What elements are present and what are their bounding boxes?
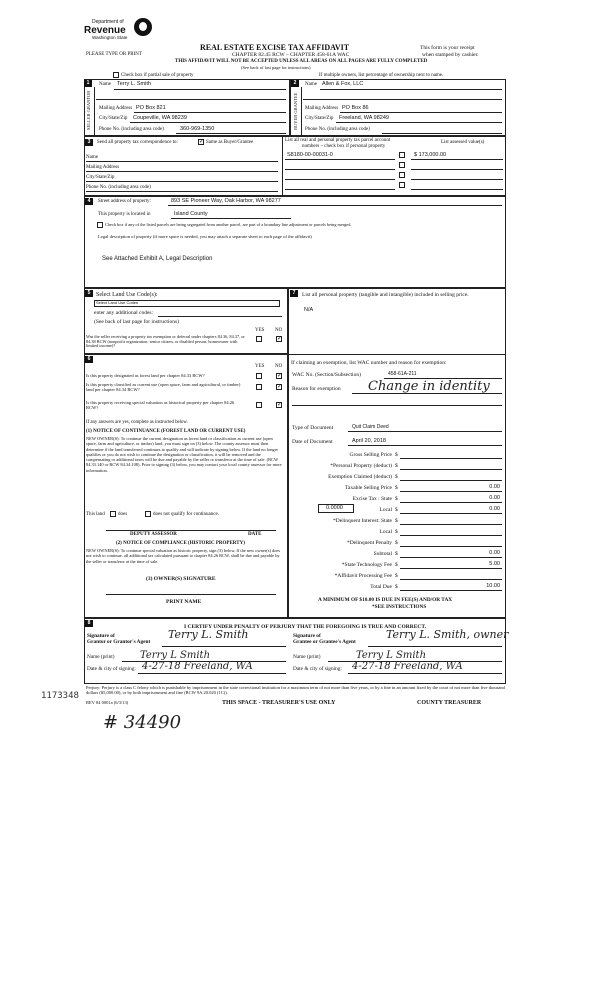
partial-sale-label: Check box if partial sale of property	[121, 73, 194, 78]
seller-side-divider	[94, 87, 95, 136]
please-type: PLEASE TYPE OR PRINT	[86, 52, 142, 57]
affidavit-fee-dollar: $	[395, 573, 398, 579]
parcel2-personal-checkbox[interactable]	[399, 162, 405, 168]
legal-label: Legal description of property (if more space is needed, you may attach a separate sheet to each page of the affidavit)	[98, 234, 312, 239]
s6-q2-yes[interactable]	[256, 384, 262, 390]
s3-name-line	[86, 161, 278, 162]
agency-line2: Revenue	[84, 25, 126, 36]
print-name-label: PRINT NAME	[166, 599, 202, 605]
buyer-phone-line	[382, 133, 502, 134]
taxable-label: Taxable Selling Price	[345, 485, 392, 491]
this-land-label: This land	[86, 512, 105, 517]
section-5-number: 5	[85, 290, 93, 297]
segregated-checkbox[interactable]	[97, 222, 103, 228]
tech-fee-line	[400, 568, 502, 569]
seller-city[interactable]: Coupeville, WA 98239	[133, 115, 187, 121]
seller-name-line2	[96, 99, 286, 100]
s3-city-line	[86, 181, 278, 182]
state-tax-label: Excise Tax : State	[352, 496, 392, 502]
buyer-name-label: Name	[305, 82, 317, 87]
seller-city-line	[130, 122, 286, 123]
doc-date-line	[348, 445, 502, 446]
minimum-fee-note: A MINIMUM OF $10.00 IS DUE IN FEE(S) AND/OR TAX	[318, 597, 453, 603]
buyer-city-label: City/State/Zip	[305, 116, 334, 121]
s3-mail-label: Mailing Address	[86, 165, 120, 170]
section-3-number: 3	[85, 139, 93, 146]
personal-deduct-dollar: $	[395, 463, 398, 469]
taxable-value[interactable]: 0.00	[489, 484, 500, 490]
receipt-line1: This form is your receipt	[420, 45, 475, 51]
wac-number[interactable]: 458-61A-211	[388, 371, 417, 377]
parcel-line2	[285, 169, 395, 170]
tech-fee-dollar: $	[395, 562, 398, 568]
s6-question1: Is this property designated as forest land per chapter 84.33 RCW?	[86, 373, 205, 378]
revenue-logo-swoosh	[139, 22, 147, 31]
additional-codes-label: enter any additional codes:	[94, 310, 154, 316]
land-does-checkbox[interactable]	[110, 511, 116, 517]
s6-q2-no[interactable]: ✓	[277, 384, 283, 390]
s5-see-back: (See back of last page for instructions)	[94, 319, 179, 325]
seller-name[interactable]: Terry L. Smith	[117, 81, 151, 87]
seller-name-line	[114, 89, 286, 90]
notice1-title: (1) NOTICE OF CONTINUANCE (FOREST LAND OR CURRENT USE)	[86, 429, 246, 434]
local-tax-line	[400, 513, 502, 514]
buyer-name-line2	[303, 99, 502, 100]
grantor-sig-label1: Signature of	[87, 633, 115, 639]
gross-dollar: $	[395, 452, 398, 458]
parcel-line3	[285, 179, 395, 180]
rev-number: REV 84 0001a (6/3/13)	[86, 700, 129, 705]
buyer-mail-label: Mailing Address	[305, 106, 339, 111]
doc-type[interactable]: Quit Claim Deed	[352, 424, 389, 430]
subtotal-dollar: $	[395, 551, 398, 557]
seller-city-label: City/State/Zip	[99, 116, 128, 121]
partial-sale-checkbox[interactable]	[113, 72, 119, 78]
form-warning: THIS AFFIDAVIT WILL NOT BE ACCEPTED UNLESS ALL AREAS ON ALL PAGES ARE FULLY COMPLETED	[175, 59, 428, 64]
s6-if-yes: If any answers are yes, complete as instructed below.	[86, 420, 188, 425]
total-due-dollar: $	[395, 584, 398, 590]
s6-q3-yes[interactable]	[256, 402, 262, 408]
s6-yes: YES	[255, 364, 265, 369]
street-label: Street address of property:	[98, 199, 151, 204]
s3-mail-line	[86, 171, 278, 172]
section-4-number: 4	[85, 198, 93, 205]
local-tax-label: Local	[379, 507, 392, 513]
doc-date-label: Date of Document	[292, 439, 333, 445]
agency-line3: Washington State	[92, 35, 128, 40]
interest-state-line	[400, 524, 502, 525]
personal-deduct-line	[400, 469, 502, 470]
located-label: This property is located in	[98, 212, 151, 217]
exemption-claimed-line	[400, 480, 502, 481]
grantee-date-city[interactable]: 4-27-18 Freeland, WA	[352, 661, 463, 672]
assessed-label: List assessed value(s)	[441, 140, 485, 145]
section-6-number: 6	[85, 356, 93, 363]
handwritten-number: # 34490	[103, 712, 182, 733]
buyer-name[interactable]: Allen & Fox, LLC	[322, 81, 364, 87]
section-1-number: 1	[84, 80, 92, 87]
county-treasurer: COUNTY TREASURER	[417, 700, 482, 706]
s6-no: NO	[275, 364, 283, 369]
s5-question1: Was the seller receiving a property tax exemption or deferral under chapters 84.36, 84.37, or 84.38 RCW (nonprofit organization, senior citizen, or disabled person, homeowner with limited income)?	[86, 334, 245, 349]
treasurer-space: THIS SPACE - TREASURER'S USE ONLY	[222, 700, 336, 706]
perjury-note: Perjury: Perjury is a class C felony which is punishable by imprisonment in the state correctional institution for a maximum term of not more than five years, or by a fine in an amount fixed by the court of not more than five thousand dollars ($5,000.00), or by both imprisonment and fine (RCW 9A.20.020 (1C)).	[86, 685, 505, 696]
buyer-side-divider	[301, 87, 302, 136]
s3-phone-label: Phone No. (including area code)	[86, 185, 151, 190]
grantor-date-label: Date & city of signing:	[87, 666, 136, 672]
personal-property-label: List all personal property (tangible and intangible) included in selling price.	[302, 292, 469, 298]
state-tax-value[interactable]: 0.00	[489, 495, 500, 501]
section7-divider	[288, 354, 506, 355]
buyer-phone-label: Phone No. (including area code)	[305, 127, 370, 132]
land-does-not-checkbox[interactable]	[145, 511, 151, 517]
state-tax-dollar: $	[395, 496, 398, 502]
interest-local-line	[400, 535, 502, 536]
reason-line	[352, 393, 502, 394]
see-instructions: *SEE INSTRUCTIONS	[372, 604, 427, 610]
grantor-date-city[interactable]: 4-27-18 Freeland, WA	[142, 661, 253, 672]
parcel1-personal-checkbox[interactable]	[399, 152, 405, 158]
interest-state-label: *Delinquent Interest: State	[333, 518, 392, 524]
s3-phone-line	[86, 191, 278, 192]
grantee-sig-line	[368, 646, 502, 647]
land-use-select-text: Select Land Use Codes	[96, 300, 139, 305]
doc-date[interactable]: April 20, 2018	[352, 438, 386, 444]
total-due-line	[400, 590, 502, 591]
exemption-reason[interactable]: Change in identity	[368, 379, 490, 394]
grantor-date-line	[138, 673, 286, 674]
same-as-buyer-label: Same as Buyer/Grantee	[206, 140, 254, 145]
personal-deduct-label: *Personal Property (deduct)	[330, 463, 392, 469]
land-use-label: Select Land Use Code(s):	[96, 292, 158, 298]
penalty-dollar: $	[395, 540, 398, 546]
grantor-sig-line	[162, 646, 286, 647]
section-7-number: 7	[290, 290, 298, 297]
gross-label: Gross Selling Price	[349, 452, 392, 458]
parcel-number[interactable]: S8180-00-00031-0	[287, 152, 333, 158]
seller-phone[interactable]: 360-969-1350	[180, 126, 215, 132]
receipt-line2: when stamped by cashier.	[422, 52, 479, 58]
s5-q1-no[interactable]: ✓	[277, 336, 283, 342]
multiple-owners-note: If multiple owners, list percentage of ownership next to name.	[319, 73, 444, 78]
owner-sig-label: (3) OWNER(S) SIGNATURE	[146, 576, 216, 582]
section-8-number: 8	[85, 620, 93, 627]
reason-label: Reason for exemption	[292, 386, 341, 392]
county-line	[171, 218, 291, 219]
total-due-label: Total Due	[370, 584, 392, 590]
exemption-claimed-dollar: $	[395, 474, 398, 480]
parcel4-personal-checkbox[interactable]	[399, 182, 405, 188]
buyer-city[interactable]: Freeland, WA 98249	[339, 115, 389, 121]
grantee-sig-label2: Grantee or Grantee's Agent	[293, 639, 356, 645]
revenue-logo	[84, 18, 156, 42]
exemption-claimed-label: Exemption Claimed (deduct)	[328, 474, 392, 480]
seller-mail-label: Mailing Address	[99, 106, 133, 111]
s6-q3-no[interactable]: ✓	[277, 402, 283, 408]
legal-description[interactable]: See Attached Exhibit A, Legal Description	[102, 256, 213, 262]
buyer-mail-line	[340, 112, 502, 113]
personal-property-value[interactable]: N/A	[304, 307, 314, 313]
land-does-label: does	[118, 512, 128, 517]
notice2-text: NEW OWNER(S): To continue special valuation as historic property, sign (3) below. If the new owner(s) does not wish to continue, all additional tax calculated pursuant to chapter 84.26 RCW, shall be due and payable by the seller or transferor at the time of sale.	[86, 548, 281, 564]
deputy-date-label: DATE	[248, 532, 262, 537]
assessed-line1	[411, 159, 503, 160]
segregated-label: Check box if any of the listed parcels are being segregated from another parcel, are part of a boundary line adjustment or parcels being merged.	[105, 222, 352, 227]
parcel3-personal-checkbox[interactable]	[399, 172, 405, 178]
send-correspondence-label: Send all property tax correspondence to:	[97, 140, 178, 145]
parcel-list-label2: numbers – check box if personal property	[302, 144, 386, 149]
additional-codes-line	[158, 316, 282, 317]
doc-type-line	[348, 431, 502, 432]
certify-statement: I CERTIFY UNDER PENALTY OF PERJURY THAT THE FOREGOING IS TRUE AND CORRECT.	[184, 624, 427, 630]
section3-divider	[282, 136, 283, 196]
s6-question2: Is this property classified as current use (open space, farm and agricultural, or timber) land per chapter 84.34 RCW?	[86, 382, 241, 392]
exemption-label: If claiming an exemption, list WAC number and reason for exemption:	[291, 360, 447, 366]
deputy-line	[106, 530, 276, 531]
owner-sig-line	[106, 594, 276, 595]
assessed-line3	[411, 179, 503, 180]
subtotal-label: Subtotal	[373, 551, 392, 557]
parcel-list-label1: List all real and personal property tax parcel account	[285, 138, 391, 143]
doc-type-label: Type of Document	[292, 425, 334, 431]
grantee-print-label: Name (print)	[293, 654, 321, 660]
deputy-label: DEPUTY ASSESSOR	[130, 532, 177, 537]
section-4	[84, 196, 506, 288]
state-tax-line	[400, 502, 502, 503]
street-line	[168, 205, 502, 206]
assessed-line4	[411, 189, 503, 190]
buyer-side-label: BUYER GRANTEE	[293, 92, 298, 130]
seller-side-label: SELLER GRANTOR	[86, 90, 91, 130]
grantor-signature[interactable]: Terry L. Smith	[168, 628, 249, 641]
buyer-city-line	[336, 122, 502, 123]
grantee-signature[interactable]: Terry L. Smith, owner	[386, 628, 509, 641]
gross-line	[400, 458, 502, 459]
taxable-dollar: $	[395, 485, 398, 491]
seller-phone-line	[176, 133, 286, 134]
land-does-not-label: does not qualify for continuance.	[153, 512, 219, 517]
interest-state-dollar: $	[395, 518, 398, 524]
interest-local-dollar: $	[395, 529, 398, 535]
notice2-title: (2) NOTICE OF COMPLIANCE (HISTORIC PROPERTY)	[116, 541, 245, 546]
same-as-buyer-checkbox[interactable]: ✓	[199, 139, 205, 145]
section-2-number: 2	[291, 80, 299, 87]
grantee-date-line	[348, 673, 502, 674]
local-tax-value[interactable]: 0.00	[489, 506, 500, 512]
assessed-line2	[411, 169, 503, 170]
s6-question3: Is this property receiving special valuation as historical property per chapter 84.26 RCW?	[86, 400, 235, 410]
affidavit-fee-line	[400, 579, 502, 580]
penalty-line	[400, 546, 502, 547]
reason-line2	[292, 405, 502, 406]
form-chapter: CHAPTER 82.45 RCW – CHAPTER 458-61A WAC	[232, 52, 350, 58]
form-see-back: (See back of last page for instructions)	[241, 65, 311, 70]
s5-yes: YES	[255, 328, 265, 333]
grantor-print-name[interactable]: Terry L Smith	[140, 650, 211, 661]
taxable-line	[400, 491, 502, 492]
s3-city-label: City/State/Zip	[86, 175, 115, 180]
wac-label: WAC No. (Section/Subsection)	[292, 372, 361, 378]
grantee-sig-label1: Signature of	[293, 633, 321, 639]
total-due-value[interactable]: 10.00	[486, 583, 500, 589]
notice1-text: NEW OWNER(S): To continue the current designation as forest land or classification as current use (open space, farm and agriculture, or timber) land, you must sign on (3) below. The county assessor must then determine if the land transferred continues to qualify and will indicate by signing below. If the land no longer qualifies or you do not wish to continue the designation or classification, it will be removed and the compensating or additional taxes will be due and payable by the seller or transferor at the time of sale. (RCW 84.33.140 or RCW 84.34.108). Prior to signing (3) below, you may contact your local county assessor for more information.	[86, 436, 282, 473]
form-title: REAL ESTATE EXCISE TAX AFFIDAVIT	[200, 43, 350, 52]
s5-no: NO	[275, 328, 283, 333]
county[interactable]: Island County	[174, 211, 208, 217]
subtotal-value[interactable]: 0.00	[489, 550, 500, 556]
seller-name-label: Name	[99, 82, 111, 87]
s6-q1-yes[interactable]	[256, 373, 262, 379]
agency-line1: Department of	[92, 19, 124, 25]
buyer-name-line	[320, 89, 502, 90]
s5-q1-yes[interactable]	[256, 336, 262, 342]
s6-q1-no[interactable]: ✓	[277, 373, 283, 379]
recording-number: 1173348	[41, 691, 79, 701]
local-tax-dollar: $	[395, 507, 398, 513]
seller-mail[interactable]: PO Box 821	[136, 105, 166, 111]
interest-local-label: Local	[379, 529, 392, 535]
street-address[interactable]: 893 SE Pioneer Way, Oak Harbor, WA 98277	[171, 198, 281, 204]
tech-fee-label: *State Technology Fee	[341, 562, 392, 568]
affidavit-fee-label: *Affidavit Processing Fee	[334, 573, 392, 579]
s3-name-label: Name	[86, 155, 98, 160]
grantor-print-label: Name (print)	[87, 654, 115, 660]
grantee-date-label: Date & city of signing:	[293, 666, 342, 672]
grantee-print-name[interactable]: Terry L Smith	[356, 650, 427, 661]
seller-phone-label: Phone No. (including area code)	[99, 127, 164, 132]
tech-fee-value[interactable]: 5.00	[489, 561, 500, 567]
local-rate: 0.0000	[326, 505, 343, 511]
seller-mail-line	[134, 112, 286, 113]
grantor-sig-label2: Grantor or Grantor's Agent	[87, 639, 151, 645]
parcel-line1	[285, 159, 395, 160]
parcel-line4	[285, 189, 395, 190]
subtotal-line	[400, 557, 502, 558]
buyer-mail[interactable]: PO Box 86	[342, 105, 369, 111]
assessed-value[interactable]: $ 173,000.00	[414, 152, 447, 158]
penalty-label: *Delinquent Penalty	[346, 540, 392, 546]
